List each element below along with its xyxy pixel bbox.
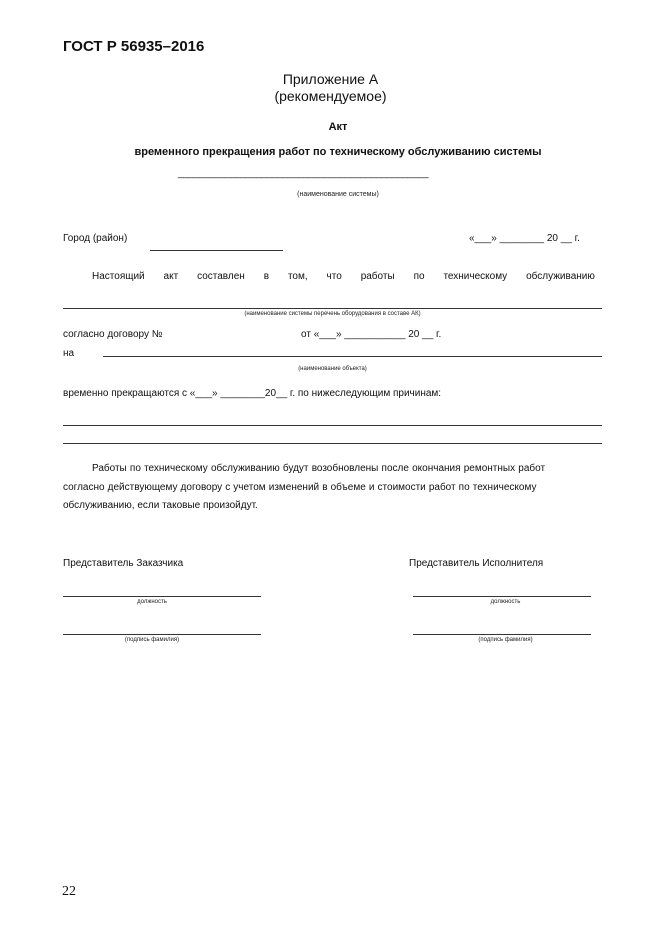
customer-representative-label: Представитель Заказчика <box>63 558 184 569</box>
city-field-line[interactable] <box>150 250 283 251</box>
statement-word: работы <box>360 271 395 282</box>
system-equipment-line[interactable] <box>63 308 602 309</box>
suspension-text: временно прекращаются с «___» ________20__ г. по нижеследующим причинам: <box>63 388 442 399</box>
act-title: Акт <box>328 121 348 133</box>
customer-position-caption: должность <box>137 599 167 605</box>
act-subtitle: временного прекращения работ по техническому обслуживанию системы <box>134 146 542 158</box>
statement-word: том, <box>287 271 308 282</box>
system-name-caption: (наименование системы) <box>297 191 379 198</box>
customer-signature-line[interactable] <box>63 634 261 635</box>
contractor-position-caption: должность <box>490 599 521 605</box>
statement-word: акт <box>163 271 179 282</box>
system-name-line: ________________________________________________ <box>178 168 429 179</box>
customer-signature-caption: (подпись фамилия) <box>124 637 180 643</box>
statement-word: по <box>413 271 425 282</box>
statement-line <box>92 271 595 282</box>
resume-paragraph-line: обслуживанию, если таковые произойдут. <box>63 500 258 511</box>
statement-word: техническому <box>443 271 508 282</box>
object-on-label: на <box>63 348 75 359</box>
contractor-signature-line[interactable] <box>413 634 591 635</box>
contract-date: от «___» ___________ 20 __ г. <box>301 329 442 340</box>
resume-paragraph-line: Работы по техническому обслуживанию будут возобновлены после окончания ремонтных работ <box>92 463 546 474</box>
resume-paragraph-line: согласно действующему договору с учетом изменений в объеме и стоимости работ по техническому <box>63 482 537 493</box>
statement-word: составлен <box>197 271 245 282</box>
reasons-line-2[interactable] <box>63 443 602 444</box>
appendix-subtitle: (рекомендуемое) <box>274 88 387 104</box>
statement-word: Настоящий <box>92 271 145 282</box>
standard-number: ГОСТ Р 56935–2016 <box>63 38 205 55</box>
city-date: «___» ________ 20 __ г. <box>469 233 580 244</box>
customer-position-line[interactable] <box>63 596 261 597</box>
contractor-position-line[interactable] <box>413 596 591 597</box>
statement-word: что <box>326 271 342 282</box>
contract-label: согласно договору № <box>63 329 163 340</box>
reasons-line-1[interactable] <box>63 425 602 426</box>
contractor-signature-caption: (подпись фамилия) <box>478 637 533 643</box>
object-name-caption: (наименование объекта) <box>298 366 367 372</box>
system-equipment-caption: (наименование системы перечень оборудования в составе АК) <box>244 311 421 317</box>
city-label: Город (район) <box>63 233 128 244</box>
page-number: 22 <box>62 884 76 899</box>
statement-word: обслуживанию <box>526 271 595 282</box>
appendix-title: Приложение А <box>282 71 379 87</box>
statement-word: в <box>263 271 270 282</box>
contractor-representative-label: Представитель Исполнителя <box>409 558 544 569</box>
object-name-line[interactable] <box>103 356 602 357</box>
